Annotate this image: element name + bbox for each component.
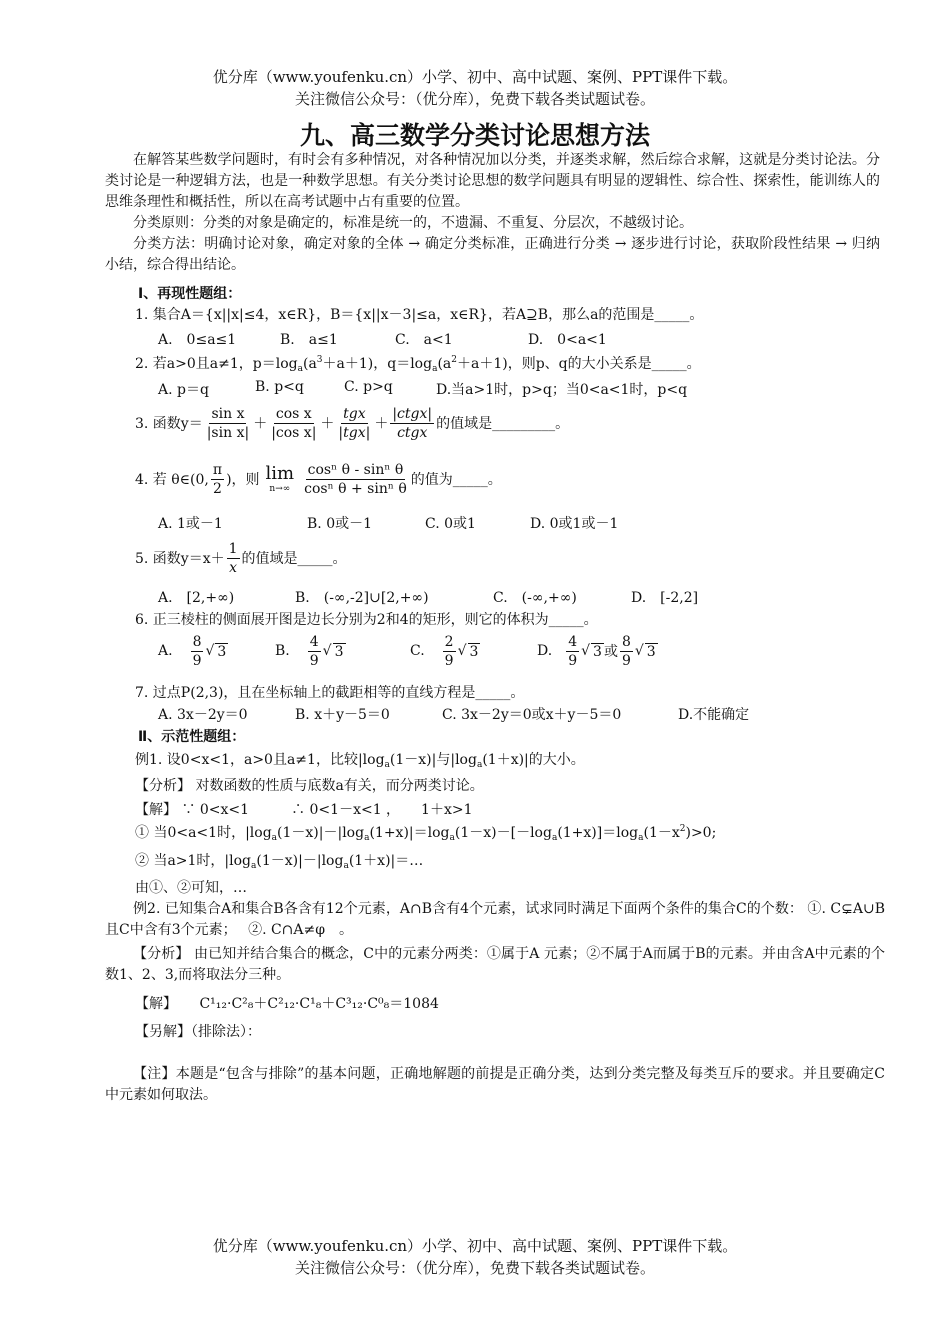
intro-paragraph-2: 分类原则：分类的对象是确定的，标准是统一的，不遗漏、不重复、分层次，不越级讨论。: [133, 215, 693, 231]
option-c: C. 0或1: [425, 516, 476, 532]
limit-operator: [266, 464, 295, 494]
example-2-alternative: 【另解】（排除法）：: [135, 1024, 261, 1040]
option-letter: B.: [275, 643, 290, 659]
log-base: a: [449, 833, 455, 843]
ex1-text-a: 例1. 设0<x<1，a>0且a≠1，比较|log: [135, 752, 385, 768]
case1-d: (1－x)－[－log: [454, 825, 552, 841]
case2-a: ② 当a>1时，|log: [135, 853, 252, 869]
log-base: a: [271, 833, 278, 843]
example-1-conclusion: 由①、②可知，…: [135, 880, 247, 896]
plus-sign: ＋: [374, 416, 389, 432]
fraction-cos: [269, 405, 318, 442]
denominator: x: [229, 559, 238, 576]
denominator: 9: [444, 652, 454, 669]
option-a: A. 1或－1: [158, 516, 223, 532]
header-line-2: 关注微信公众号：（优分库），免费下载各类试题试卷。: [294, 90, 655, 108]
fraction-tg: [336, 405, 372, 442]
option-c: C. a<1: [395, 332, 453, 348]
q2-text-e: ＋a＋1)，则p、q的大小关系是_____。: [457, 356, 701, 372]
option-a: [158, 628, 228, 674]
option-b: B. p<q: [255, 379, 304, 395]
sqrt-icon: √: [634, 643, 644, 659]
fraction: [620, 633, 633, 670]
footer-line-1: 优分库（www.youfenku.cn）小学、初中、高中试题、案例、PPT课件下载。: [212, 1237, 738, 1255]
fraction: [191, 633, 204, 670]
radicand: 3: [217, 643, 227, 660]
example-1-case-1: [135, 822, 925, 843]
denominator: 9: [309, 652, 319, 669]
denominator: 9: [192, 652, 202, 669]
exponent: 2: [679, 824, 686, 834]
question-7: 7. 过点P(2,3)，且在坐标轴上的截距相等的直线方程是_____。: [135, 685, 525, 701]
question-2: [135, 353, 925, 374]
option-d: D. [-2,2]: [631, 590, 699, 606]
option-d: D.不能确定: [678, 707, 750, 723]
option-a: A. 3x－2y＝0: [158, 707, 248, 723]
case1-a: ① 当0<a<1时，|log: [135, 825, 272, 841]
option-b: B. 0或－1: [307, 516, 373, 532]
q2-text-a: 2. 若a>0且a≠1，p＝log: [135, 356, 298, 372]
case1-g: )>0;: [685, 825, 717, 841]
log-base: a: [251, 861, 257, 871]
option-b: [275, 628, 346, 674]
lim-label: lim: [265, 463, 295, 484]
question-1: 1. 集合A＝{x||x|≤4，x∈R}，B＝{x||x－3|≤a，x∈R}，若A⊇B，那么a的范围是_____。: [135, 307, 704, 323]
fraction: [443, 633, 456, 670]
denominator: |sin x|: [206, 424, 250, 441]
option-a: A. p＝q: [158, 382, 209, 398]
numerator: |ctgx|: [392, 405, 433, 422]
example-2-note-block: [105, 1064, 885, 1106]
numerator: sin x: [211, 405, 245, 422]
example-1-case-2: [135, 850, 925, 871]
log-base: a: [364, 833, 370, 843]
example-1-solution: 【解】 ∵ 0<x<1 ∴ 0<1－x<1 ， 1＋x>1: [135, 802, 473, 818]
header-line-1: 优分库（www.youfenku.cn）小学、初中、高中试题、案例、PPT课件下载。: [212, 68, 738, 86]
question-5: [135, 535, 925, 581]
q4-middle: )，则: [226, 472, 260, 488]
footer-line-2: 关注微信公众号：（优分库），免费下载各类试题试卷。: [294, 1259, 655, 1277]
example-1-analysis: 【分析】 对数函数的性质与底数a有关，而分两类讨论。: [135, 778, 484, 794]
option-b: B. x＋y－5＝0: [295, 707, 390, 723]
option-letter: A.: [158, 643, 173, 659]
example-2-analysis-block: [105, 944, 885, 986]
option-d: D. 0<a<1: [528, 332, 607, 348]
case1-e: (1+x)]＝log: [557, 825, 639, 841]
option-a: A. [2,+∞): [158, 590, 235, 606]
page-title: 九、高三数学分类讨论思想方法: [299, 121, 650, 150]
example-2-solution: [135, 993, 925, 1013]
radicand: 3: [469, 643, 479, 660]
exponent: 2: [451, 355, 457, 365]
exponent: 3: [316, 355, 323, 365]
sqrt-icon: √: [322, 643, 332, 659]
numerator: 1: [228, 540, 238, 557]
q2-text-b: (a: [302, 356, 317, 372]
radicand: 3: [593, 643, 602, 660]
numerator: cos x: [275, 405, 312, 422]
denominator: |cos x|: [271, 424, 317, 441]
denominator: |tgx|: [338, 424, 371, 441]
option-d: D.当a>1时，p>q；当0<a<1时，p<q: [436, 382, 688, 398]
log-base: a: [551, 833, 558, 843]
numerator: tgx: [343, 405, 366, 422]
solution-formula: C¹₁₂·C²₈＋C²₁₂·C¹₈＋C³₁₂·C⁰₈＝1084: [199, 996, 439, 1012]
denominator: ctgx: [397, 424, 428, 441]
q3-prefix: 3. 函数y＝: [135, 416, 203, 432]
radicand: 3: [646, 643, 656, 660]
numerator: 4: [309, 633, 319, 650]
q5-suffix: 的值域是_____。: [241, 551, 347, 567]
case2-b: (1－x)|－|log: [256, 853, 344, 869]
sqrt-icon: √: [581, 643, 591, 659]
q2-text-c: ＋a＋1)，q＝log: [322, 356, 433, 372]
numerator: π: [212, 461, 223, 478]
plus-sign: ＋: [320, 416, 335, 432]
lim-subscript: n→∞: [269, 484, 291, 494]
log-base: a: [384, 760, 390, 770]
solution-label: 【解】: [135, 996, 177, 1012]
denominator: 9: [621, 652, 631, 669]
option-c: C. 3x－2y＝0或x＋y－5＝0: [442, 707, 622, 723]
example-2-note: 【注】本题是“包含与排除”的基本问题，正确地解题的前提是正确分类，达到分类完整及每类互斥的要求。并且要确定C中元素如何取法。: [105, 1066, 885, 1103]
log-base: a: [432, 364, 438, 374]
question-3: [135, 400, 925, 446]
numerator: 8: [621, 633, 631, 650]
fraction-one-over-x: [227, 540, 240, 577]
section-heading-2: Ⅱ、示范性题组：: [138, 729, 246, 745]
ex1-text-b: (1－x)|与|log: [389, 752, 477, 768]
option-letter: D.: [537, 643, 553, 659]
q4-prefix: 4. 若 θ∈(0,: [135, 472, 209, 488]
numerator: 2: [444, 633, 454, 650]
example-2: [105, 899, 885, 941]
section-heading-1: Ⅰ、再现性题组：: [138, 286, 242, 302]
log-base: a: [343, 861, 349, 871]
example-1: [135, 749, 925, 770]
example-2-analysis: 【分析】 由已知并结合集合的概念，C中的元素分两类：①属于A 元素；②不属于A而属于B的元素。并由含A中元素的个数1、2、3,而将取法分三种。: [105, 946, 885, 983]
intro-paragraph-1: 在解答某些数学问题时，有时会有多种情况，对各种情况加以分类，并逐类求解，然后综合求解，这就是分类讨论法。分类讨论是一种逻辑方法，也是一种数学思想。有关分类讨论思想的数学问题具有明显的逻辑性、综合性、探索性，能训练人的思维条理性和概括性，所以在高考试题中占有重要的位置。: [105, 152, 880, 210]
fraction: [308, 633, 321, 670]
example-2-statement: 例2. 已知集合A和集合B各含有12个元素，A∩B含有4个元素，试求同时满足下面两个条件的集合C的个数： ①. C⊊A∪B且C中含有3个元素； ②. C∩A≠φ 。: [105, 901, 885, 938]
numerator: 4: [568, 633, 578, 650]
log-base: a: [297, 364, 303, 374]
fraction: [566, 633, 579, 670]
radicand: 3: [334, 643, 344, 660]
option-letter: C.: [410, 643, 425, 659]
log-base: a: [638, 833, 644, 843]
q5-prefix: 5. 函数y＝x＋: [135, 551, 225, 567]
question-6-options: [158, 628, 948, 674]
ex1-text-c: (1＋x)|的大小。: [482, 752, 585, 768]
option-b: B. (-∞,-2]∪[2,+∞): [295, 590, 429, 606]
case1-b: (1－x)|－|log: [277, 825, 365, 841]
numerator: 8: [192, 633, 202, 650]
option-d: [537, 628, 658, 674]
question-6: 6. 正三棱柱的侧面展开图是边长分别为2和4的矩形，则它的体积为_____。: [135, 612, 598, 628]
option-a: A. 0≤a≤1: [158, 332, 237, 348]
fraction-sin: [205, 405, 251, 442]
intro-paragraph-3: 分类方法：明确讨论对象，确定对象的全体 → 确定分类标准，正确进行分类 → 逐步进行讨论，获取阶段性结果 → 归纳小结，综合得出结论。: [105, 236, 880, 273]
case1-c: (1+x)|＝log: [369, 825, 450, 841]
denominator: 9: [568, 652, 578, 669]
case1-f: (1－x: [643, 825, 680, 841]
option-c: C. p>q: [344, 379, 393, 395]
option-d: D. 0或1或－1: [530, 516, 619, 532]
sqrt-icon: √: [205, 643, 215, 659]
option-b: B. a≤1: [280, 332, 338, 348]
numerator: cosⁿ θ - sinⁿ θ: [307, 461, 404, 478]
intro-section: [105, 150, 880, 276]
option-c: C. (-∞,+∞): [493, 590, 577, 606]
case2-c: (1＋x)|＝…: [348, 853, 424, 869]
denominator: 2: [213, 480, 222, 497]
option-c: [410, 628, 480, 674]
denominator: cosⁿ θ + sinⁿ θ: [304, 480, 407, 497]
plus-sign: ＋: [253, 416, 268, 432]
sqrt-icon: √: [457, 643, 467, 659]
q3-suffix: 的值域是_________。: [436, 416, 570, 432]
q2-text-d: (a: [437, 356, 452, 372]
log-base: a: [476, 760, 483, 770]
or-word: 或: [603, 644, 618, 660]
fraction-pi-half: [211, 461, 224, 498]
q4-suffix: 的值为_____。: [410, 472, 502, 488]
question-4: [135, 455, 925, 503]
fraction-ctg: [390, 405, 434, 442]
limit-fraction: [302, 461, 409, 498]
